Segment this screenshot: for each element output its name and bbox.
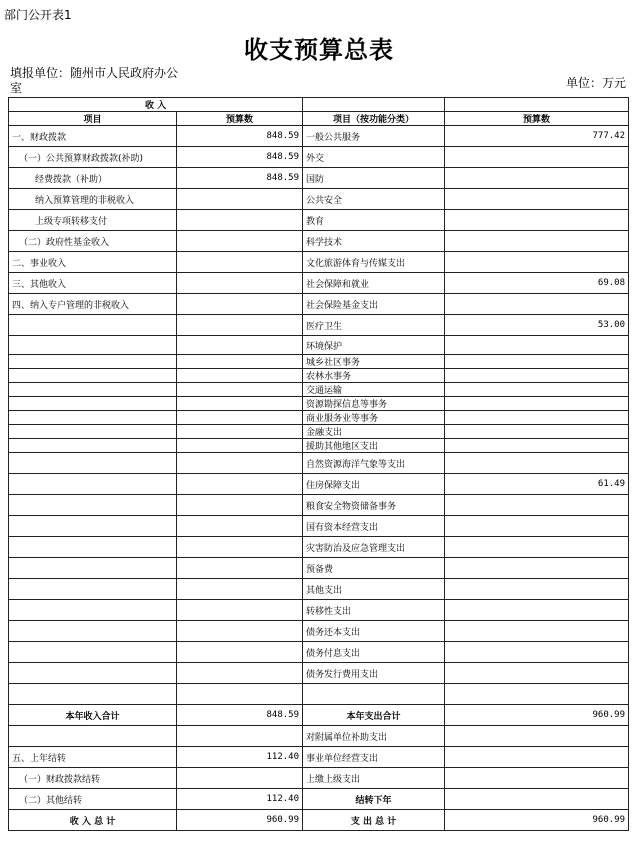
expense-item: 交通运输 bbox=[303, 383, 445, 397]
income-item bbox=[9, 397, 177, 411]
expense-amount bbox=[445, 642, 629, 663]
expense-amount bbox=[445, 397, 629, 411]
table-row bbox=[9, 336, 629, 355]
income-item bbox=[9, 516, 177, 537]
expense-amount bbox=[445, 231, 629, 252]
expense-item: 结转下年 bbox=[303, 789, 445, 810]
income-item: （二）其他结转 bbox=[9, 789, 177, 810]
col-header-budget-2: 预算数 bbox=[445, 112, 629, 126]
expense-amount bbox=[445, 369, 629, 383]
table-row bbox=[9, 411, 629, 425]
income-amount bbox=[177, 369, 303, 383]
expense-item: 事业单位经营支出 bbox=[303, 747, 445, 768]
table-row bbox=[9, 397, 629, 411]
expense-item: 一般公共服务 bbox=[303, 126, 445, 147]
expense-item: 城乡社区事务 bbox=[303, 355, 445, 369]
expense-item: 支 出 总 计 bbox=[303, 810, 445, 831]
income-item: （一）公共预算财政拨款(补助) bbox=[9, 147, 177, 168]
income-amount bbox=[177, 663, 303, 684]
income-amount bbox=[177, 558, 303, 579]
table-row bbox=[9, 684, 629, 705]
income-amount bbox=[177, 411, 303, 425]
income-header: 收 入 bbox=[9, 98, 303, 112]
expense-amount bbox=[445, 789, 629, 810]
income-amount bbox=[177, 600, 303, 621]
expense-item: 对附属单位补助支出 bbox=[303, 726, 445, 747]
col-header-budget: 预算数 bbox=[177, 112, 303, 126]
expense-amount bbox=[445, 252, 629, 273]
expense-item: 教育 bbox=[303, 210, 445, 231]
table-row bbox=[9, 558, 629, 579]
income-item: （一）财政拨款结转 bbox=[9, 768, 177, 789]
income-amount bbox=[177, 495, 303, 516]
income-item bbox=[9, 383, 177, 397]
income-amount bbox=[177, 425, 303, 439]
expense-item: 上缴上级支出 bbox=[303, 768, 445, 789]
expense-item: 商业服务业等事务 bbox=[303, 411, 445, 425]
table-row bbox=[9, 273, 629, 294]
income-amount: 848.59 bbox=[177, 126, 303, 147]
table-row bbox=[9, 663, 629, 684]
income-item: 三、其他收入 bbox=[9, 273, 177, 294]
table-row bbox=[9, 810, 629, 831]
header-blank bbox=[445, 98, 629, 112]
income-amount bbox=[177, 453, 303, 474]
income-item bbox=[9, 621, 177, 642]
table-row bbox=[9, 726, 629, 747]
table-row bbox=[9, 495, 629, 516]
expense-item: 社会保险基金支出 bbox=[303, 294, 445, 315]
expense-amount bbox=[445, 600, 629, 621]
income-amount bbox=[177, 684, 303, 705]
income-amount bbox=[177, 336, 303, 355]
expense-amount bbox=[445, 210, 629, 231]
expense-amount bbox=[445, 537, 629, 558]
currency-unit: 单位：万元 bbox=[565, 76, 626, 90]
expense-amount bbox=[445, 439, 629, 453]
expense-item: 预备费 bbox=[303, 558, 445, 579]
table-row bbox=[9, 369, 629, 383]
income-item bbox=[9, 663, 177, 684]
expense-item: 金融支出 bbox=[303, 425, 445, 439]
table-row bbox=[9, 252, 629, 273]
expense-item: 自然资源海洋气象等支出 bbox=[303, 453, 445, 474]
header-blank bbox=[303, 98, 445, 112]
income-item: 一、财政拨款 bbox=[9, 126, 177, 147]
table-row bbox=[9, 231, 629, 252]
income-amount bbox=[177, 294, 303, 315]
expense-item: 债务还本支出 bbox=[303, 621, 445, 642]
expense-amount bbox=[445, 383, 629, 397]
table-row bbox=[9, 516, 629, 537]
income-item bbox=[9, 537, 177, 558]
expense-item bbox=[303, 684, 445, 705]
income-amount: 960.99 bbox=[177, 810, 303, 831]
col-header-item: 项目 bbox=[9, 112, 177, 126]
income-amount: 112.40 bbox=[177, 789, 303, 810]
income-item bbox=[9, 355, 177, 369]
income-amount bbox=[177, 642, 303, 663]
income-item bbox=[9, 369, 177, 383]
expense-amount bbox=[445, 168, 629, 189]
income-amount bbox=[177, 273, 303, 294]
table-row bbox=[9, 747, 629, 768]
col-header-item-by-function: 项目（按功能分类） bbox=[303, 112, 445, 126]
income-item bbox=[9, 474, 177, 495]
expense-amount: 69.08 bbox=[445, 273, 629, 294]
expense-amount bbox=[445, 425, 629, 439]
expense-item: 其他支出 bbox=[303, 579, 445, 600]
expense-item: 援助其他地区支出 bbox=[303, 439, 445, 453]
income-amount bbox=[177, 210, 303, 231]
sheet-tag: 部门公开表1 bbox=[4, 8, 72, 22]
table-row bbox=[9, 383, 629, 397]
income-item: 五、上年结转 bbox=[9, 747, 177, 768]
expense-item: 社会保障和就业 bbox=[303, 273, 445, 294]
income-amount bbox=[177, 516, 303, 537]
income-item bbox=[9, 684, 177, 705]
expense-amount: 777.42 bbox=[445, 126, 629, 147]
income-amount: 112.40 bbox=[177, 747, 303, 768]
income-item bbox=[9, 495, 177, 516]
income-item: 二、事业收入 bbox=[9, 252, 177, 273]
income-item bbox=[9, 726, 177, 747]
expense-amount bbox=[445, 621, 629, 642]
table-row bbox=[9, 537, 629, 558]
table-row bbox=[9, 355, 629, 369]
income-item bbox=[9, 642, 177, 663]
income-amount bbox=[177, 621, 303, 642]
expense-amount: 960.99 bbox=[445, 810, 629, 831]
page-title: 收支预算总表 bbox=[244, 35, 394, 64]
table-row bbox=[9, 705, 629, 726]
reporting-unit: 填报单位：随州市人民政府办公室 bbox=[10, 66, 179, 95]
income-item: 四、纳入专户管理的非税收入 bbox=[9, 294, 177, 315]
income-amount bbox=[177, 537, 303, 558]
expense-item: 国有资本经营支出 bbox=[303, 516, 445, 537]
expense-amount: 61.49 bbox=[445, 474, 629, 495]
expense-item: 资源勘探信息等事务 bbox=[303, 397, 445, 411]
table-row bbox=[9, 579, 629, 600]
table-row bbox=[9, 210, 629, 231]
income-item: （二）政府性基金收入 bbox=[9, 231, 177, 252]
income-item bbox=[9, 439, 177, 453]
income-item: 收 入 总 计 bbox=[9, 810, 177, 831]
expense-amount bbox=[445, 453, 629, 474]
income-amount bbox=[177, 397, 303, 411]
expense-amount bbox=[445, 726, 629, 747]
expense-amount bbox=[445, 768, 629, 789]
expense-item: 医疗卫生 bbox=[303, 315, 445, 336]
table-row bbox=[9, 294, 629, 315]
income-amount bbox=[177, 579, 303, 600]
expense-amount bbox=[445, 355, 629, 369]
expense-item: 环境保护 bbox=[303, 336, 445, 355]
income-amount: 848.59 bbox=[177, 168, 303, 189]
income-amount bbox=[177, 231, 303, 252]
income-amount bbox=[177, 252, 303, 273]
expense-amount bbox=[445, 495, 629, 516]
income-item bbox=[9, 336, 177, 355]
table-row bbox=[9, 126, 629, 147]
income-amount bbox=[177, 315, 303, 336]
expense-amount bbox=[445, 189, 629, 210]
table-row bbox=[9, 147, 629, 168]
table-row bbox=[9, 621, 629, 642]
income-amount bbox=[177, 439, 303, 453]
expense-amount bbox=[445, 684, 629, 705]
table-row bbox=[9, 315, 629, 336]
income-amount bbox=[177, 189, 303, 210]
income-item: 纳入预算管理的非税收入 bbox=[9, 189, 177, 210]
expense-amount: 960.99 bbox=[445, 705, 629, 726]
income-item bbox=[9, 579, 177, 600]
income-item bbox=[9, 315, 177, 336]
income-item: 本年收入合计 bbox=[9, 705, 177, 726]
expense-item: 债务付息支出 bbox=[303, 642, 445, 663]
income-item bbox=[9, 411, 177, 425]
income-item: 经费拨款（补助） bbox=[9, 168, 177, 189]
expense-item: 粮食安全物资储备事务 bbox=[303, 495, 445, 516]
table-row bbox=[9, 768, 629, 789]
income-amount bbox=[177, 768, 303, 789]
expense-item: 科学技术 bbox=[303, 231, 445, 252]
income-amount bbox=[177, 726, 303, 747]
expense-item: 住房保障支出 bbox=[303, 474, 445, 495]
table-row bbox=[9, 789, 629, 810]
table-row bbox=[9, 168, 629, 189]
table-row bbox=[9, 189, 629, 210]
expense-amount bbox=[445, 294, 629, 315]
expense-item: 公共安全 bbox=[303, 189, 445, 210]
expense-item: 国防 bbox=[303, 168, 445, 189]
expense-amount bbox=[445, 147, 629, 168]
expense-item: 灾害防治及应急管理支出 bbox=[303, 537, 445, 558]
income-item bbox=[9, 558, 177, 579]
expense-item: 转移性支出 bbox=[303, 600, 445, 621]
expense-item: 文化旅游体育与传媒支出 bbox=[303, 252, 445, 273]
income-amount: 848.59 bbox=[177, 705, 303, 726]
expense-amount bbox=[445, 411, 629, 425]
expense-amount bbox=[445, 663, 629, 684]
expense-item: 本年支出合计 bbox=[303, 705, 445, 726]
table-row bbox=[9, 600, 629, 621]
income-amount bbox=[177, 355, 303, 369]
expense-item: 农林水事务 bbox=[303, 369, 445, 383]
table-row bbox=[9, 474, 629, 495]
income-amount bbox=[177, 474, 303, 495]
table-row bbox=[9, 425, 629, 439]
expense-amount bbox=[445, 747, 629, 768]
income-amount: 848.59 bbox=[177, 147, 303, 168]
income-item bbox=[9, 600, 177, 621]
income-amount bbox=[177, 383, 303, 397]
income-item bbox=[9, 425, 177, 439]
budget-table bbox=[8, 97, 629, 831]
income-item bbox=[9, 453, 177, 474]
expense-amount bbox=[445, 516, 629, 537]
expense-amount bbox=[445, 558, 629, 579]
expense-amount: 53.00 bbox=[445, 315, 629, 336]
expense-item: 外交 bbox=[303, 147, 445, 168]
expense-amount bbox=[445, 336, 629, 355]
income-item: 上级专项转移支付 bbox=[9, 210, 177, 231]
expense-amount bbox=[445, 579, 629, 600]
expense-item: 债务发行费用支出 bbox=[303, 663, 445, 684]
table-row bbox=[9, 439, 629, 453]
table-row bbox=[9, 642, 629, 663]
table-row bbox=[9, 453, 629, 474]
